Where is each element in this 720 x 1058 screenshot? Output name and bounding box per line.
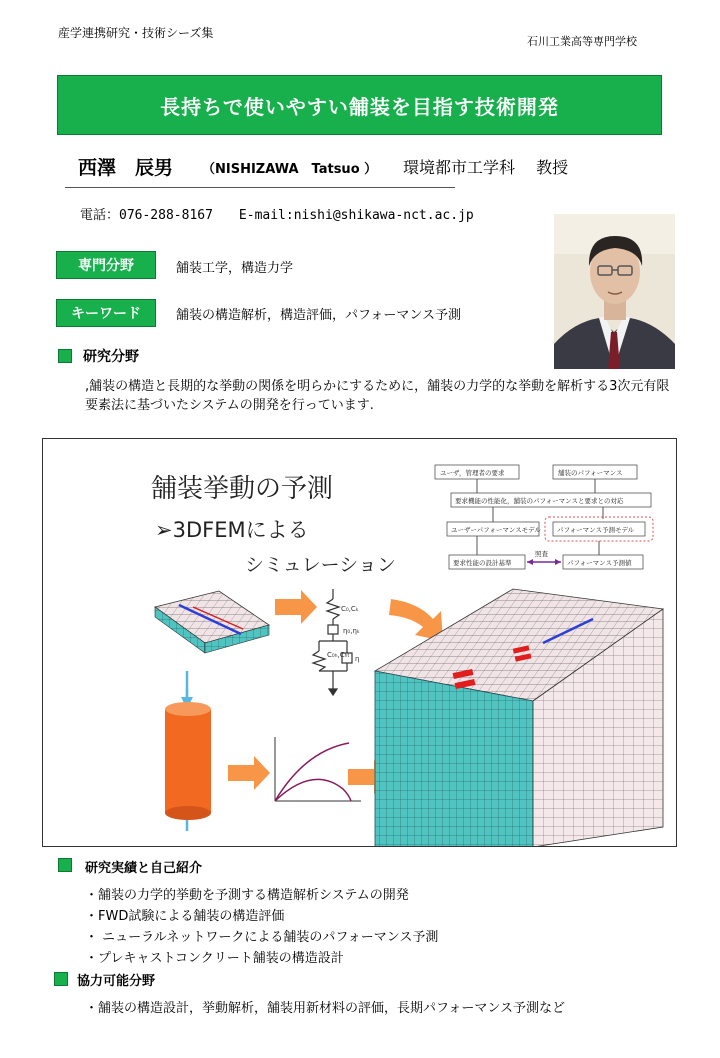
research-text: ,舗装の構造と長期的な挙動の関係を明らかにするために，舗装の力学的な挙動を解析する3次元有限要素法に基づいたシステムの開発を行っています. bbox=[85, 379, 670, 413]
portrait-photo bbox=[554, 214, 675, 369]
person-roman-name: （NISHIZAWA Tatsuo ） bbox=[202, 162, 378, 177]
person-name: 西澤 辰男 bbox=[78, 157, 174, 179]
flow-box-6: 要求性能の設計基準 bbox=[453, 559, 512, 567]
research-bullet-icon bbox=[58, 349, 72, 363]
achievements-list bbox=[85, 885, 438, 969]
achievements-bullet-icon bbox=[58, 858, 72, 872]
flow-link-label: 照査 bbox=[535, 550, 548, 558]
simulation-figure bbox=[42, 438, 677, 847]
field-tag: 専門分野 bbox=[56, 251, 156, 279]
figure-subtitle: ➢3DFEMによる bbox=[155, 518, 309, 542]
spring-label-4: η bbox=[355, 655, 360, 663]
flow-box-7: パフォーマンス予測値 bbox=[567, 559, 632, 567]
achievements-heading: 研究実績と自己紹介 bbox=[85, 861, 203, 876]
field-value: 舗装工学，構造力学 bbox=[176, 261, 294, 276]
collab-text: ・舗装の構造設計，挙動解析，舗装用新材料の評価，長期パフォーマンス予測など bbox=[85, 1001, 565, 1016]
header-left-text: 産学連携研究・技術シーズ集 bbox=[58, 26, 214, 40]
research-heading: 研究分野 bbox=[83, 349, 139, 365]
header-right-text: 石川工業高等専門学校 bbox=[527, 35, 637, 48]
contact-info: 電話：076-288-8167 E-mail:nishi@shikawa-nct.ac.jp bbox=[80, 208, 474, 223]
flow-box-2: 舗装のパフォーマンス bbox=[558, 469, 623, 477]
person-department: 環境都市工学科 教授 bbox=[403, 158, 569, 177]
figure-subtitle-2: シミュレーション bbox=[245, 554, 396, 576]
spring-label-1: C₀,Cₖ bbox=[341, 605, 359, 613]
spring-label-3: C₀ₕ,Cₕₜ bbox=[327, 651, 350, 659]
title-banner: 長持ちで使いやすい舗装を目指す技術開発 bbox=[57, 75, 662, 135]
list-item: ・プレキャストコンクリート舗装の構造設計 bbox=[85, 951, 344, 966]
list-item: ・ ニューラルネットワークによる舗装のパフォーマンス予測 bbox=[85, 930, 439, 945]
figure-title: 舗装挙動の予測 bbox=[151, 474, 334, 504]
flow-box-3: 要求機能の性能化，舗装のパフォーマンスと要求との対応 bbox=[455, 497, 624, 505]
flow-box-1: ユーザ，管理者の要求 bbox=[440, 469, 505, 477]
flow-box-4: ユーザーパフォーマンスモデル bbox=[451, 526, 541, 534]
collab-bullet-icon bbox=[54, 972, 68, 986]
list-item: ・舗装の力学的挙動を予測する構造解析システムの開発 bbox=[85, 888, 409, 903]
flow-box-5: パフォーマンス予測モデル bbox=[557, 526, 635, 534]
name-divider bbox=[65, 187, 455, 188]
keyword-tag: キーワード bbox=[56, 299, 156, 327]
spring-label-2: η₀,ηₖ bbox=[343, 627, 360, 635]
list-item: ・FWD試験による舗装の構造評価 bbox=[85, 909, 285, 924]
keyword-value: 舗装の構造解析，構造評価，パフォーマンス予測 bbox=[176, 308, 461, 323]
collab-heading: 協力可能分野 bbox=[77, 974, 156, 989]
